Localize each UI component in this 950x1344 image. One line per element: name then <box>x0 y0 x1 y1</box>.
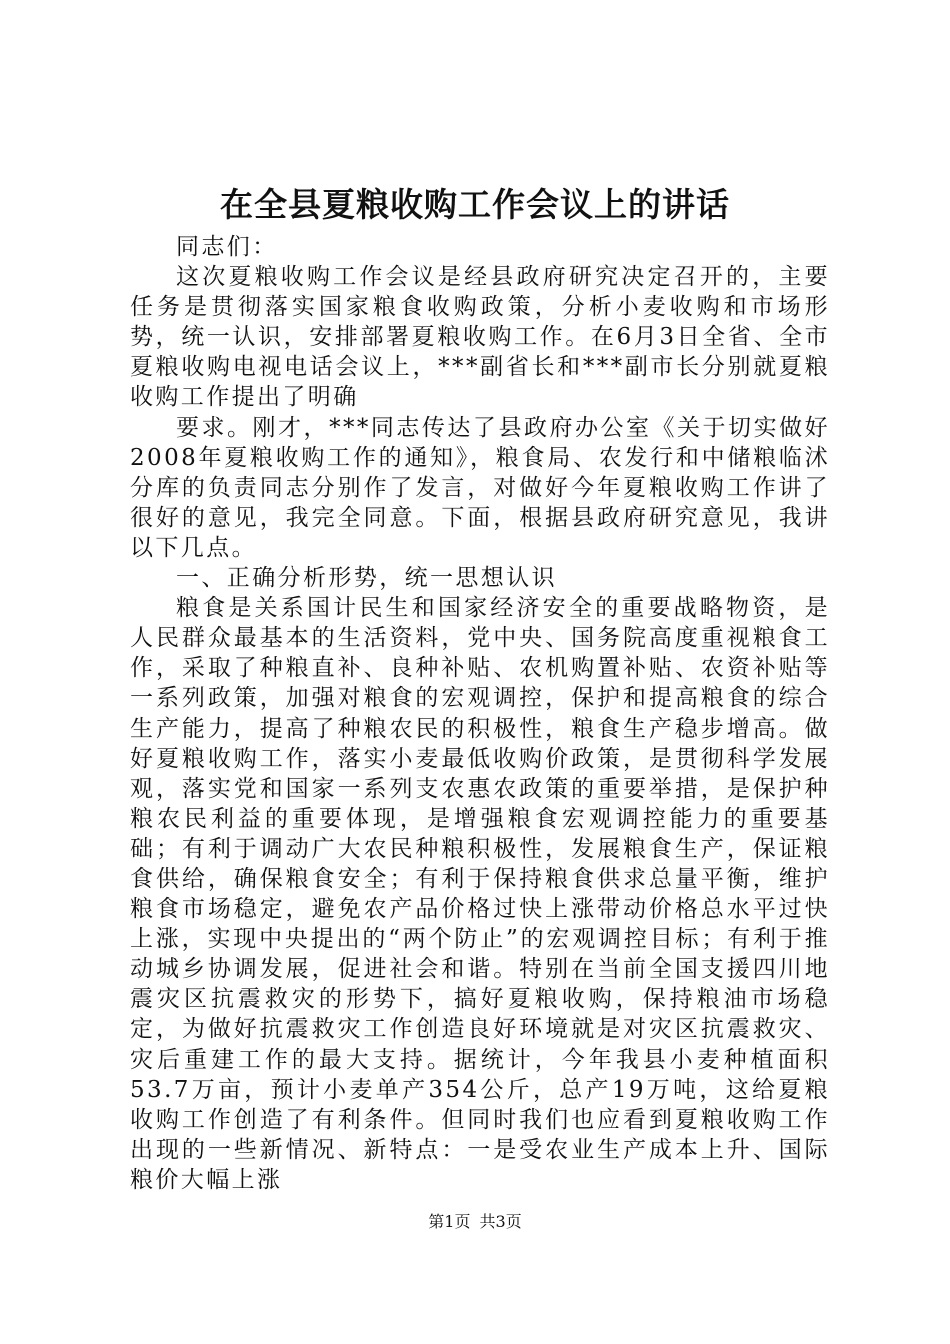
document-body <box>130 232 830 1195</box>
page-footer <box>0 1212 950 1232</box>
section-heading: 一、正确分析形势，统一思想认识 <box>176 565 557 592</box>
document-title: 在全县夏粮收购工作会议上的讲话 <box>220 185 730 224</box>
body-paragraph: 要求。刚才，***同志传达了县政府办公室《关于切实做好2008年夏粮收购工作的通知》，粮食局、农发行和中储粮临沭分库的负责同志分别作了发言，对做好今年夏粮收购工作讲了很好的意见，我完全同意。下面，根据县政府研究意见，我讲以下几点。 <box>130 414 830 561</box>
page-number: 第1页 <box>428 1212 471 1231</box>
page-total: 共3页 <box>479 1212 522 1231</box>
salutation: 同志们： <box>176 234 278 260</box>
body-paragraph: 粮食是关系国计民生和国家经济安全的重要战略物资，是人民群众最基本的生活资料，党中央、国务院高度重视粮食工作，采取了种粮直补、良种补贴、农机购置补贴、农资补贴等一系列政策，加强对粮食的宏观调控，保护和提高粮食的综合生产能力，提高了种粮农民的积极性，粮食生产稳步增高。做好夏粮收购工作，落实小麦最低收购价政策，是贯彻科学发展观，落实党和国家一系列支农惠农政策的重要举措，是保护种粮农民利益的重要体现，是增强粮食宏观调控能力的重要基础；有利于调动广大农民种粮积极性，发展粮食生产，保证粮食供给，确保粮食安全；有利于保持粮食供求总量平衡，维护粮食市场稳定，避免农产品价格过快上涨带动价格总水平过快上涨，实现中央提出的“两个防止”的宏观调控目标；有利于推动城乡协调发展，促进社会和谐。特别在当前全国支援四川地震灾区抗震救灾的形势下，搞好夏粮收购，保持粮油市场稳定，为做好抗震救灾工作创造良好环境就是对灾区抗震救灾、灾后重建工作的最大支持。据统计，今年我县小麦种植面积53.7万亩，预计小麦单产354公斤，总产19万吨，这给夏粮收购工作创造了有利条件。但同时我们也应看到夏粮收购工作出现的一些新情况、新特点：一是受农业生产成本上升、国际粮价大幅上涨 <box>130 595 830 1193</box>
body-paragraph: 这次夏粮收购工作会议是经县政府研究决定召开的，主要任务是贯彻落实国家粮食收购政策，分析小麦收购和市场形势，统一认识，安排部署夏粮收购工作。在6月3日全省、全市夏粮收购电视电话会议上，***副省长和***副市长分别就夏粮收购工作提出了明确 <box>130 264 830 411</box>
